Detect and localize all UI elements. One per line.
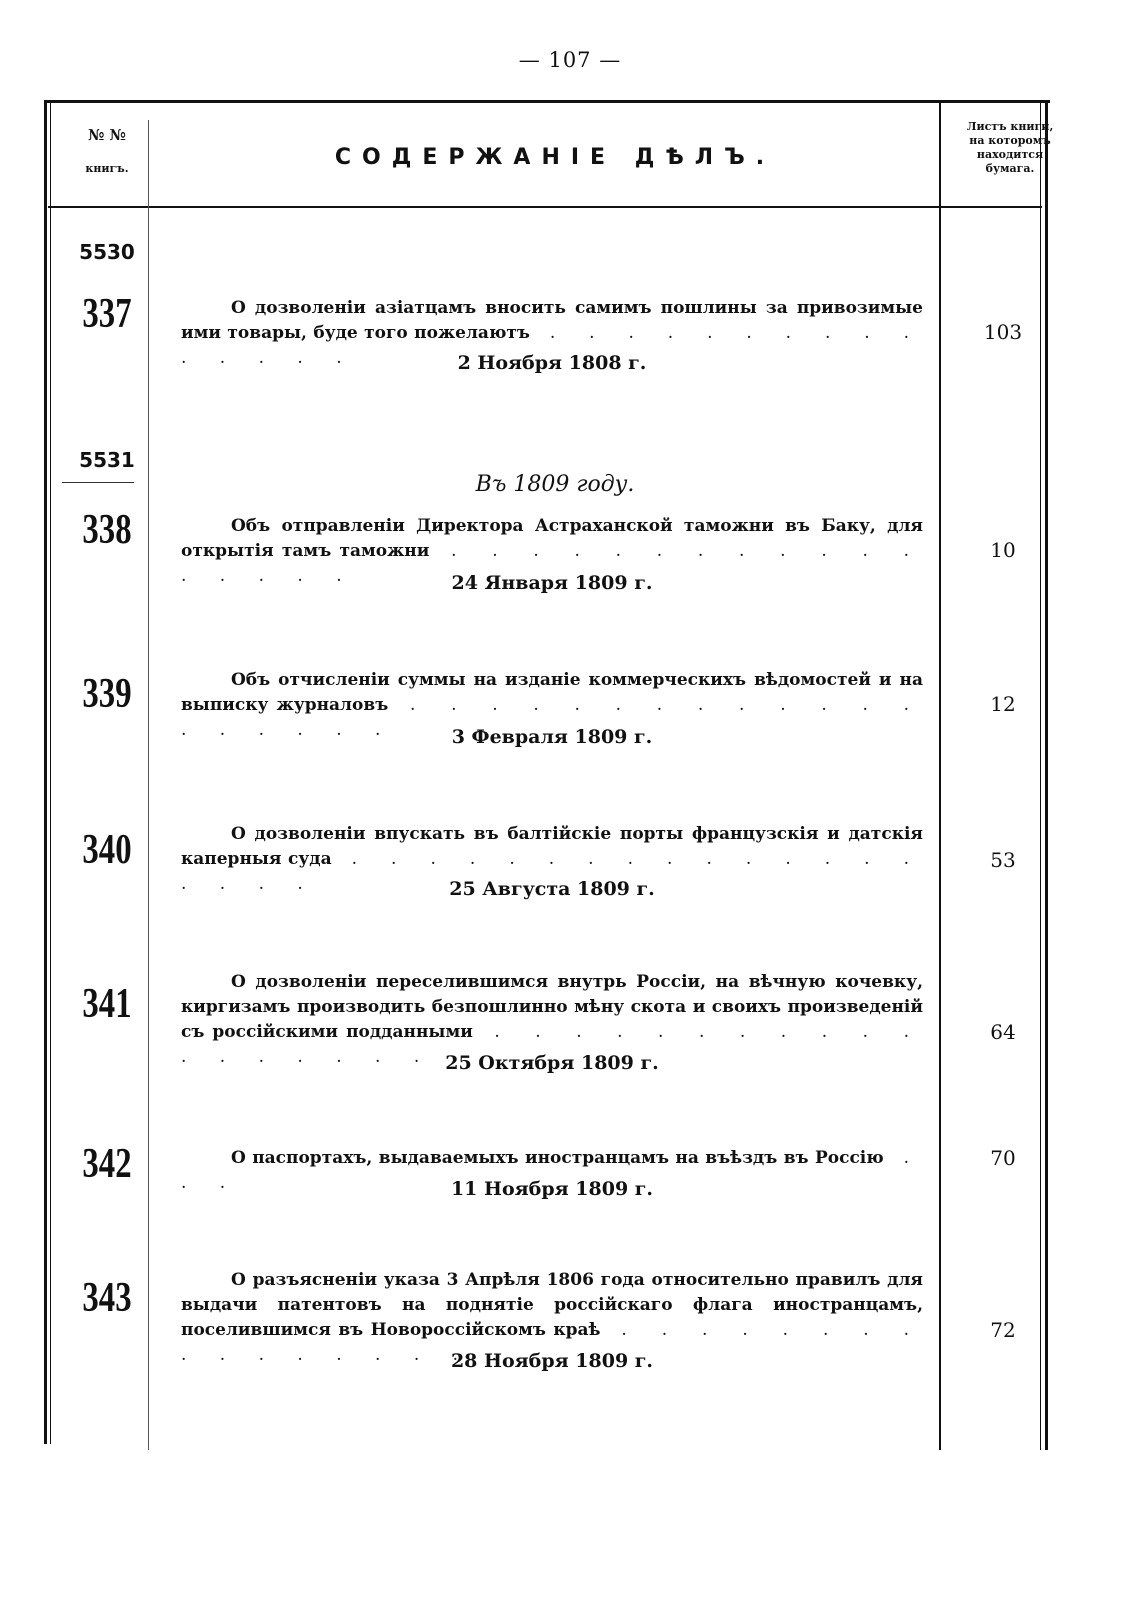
entry-date: 25 Августа 1809 г. [449, 878, 655, 900]
dot-leader: . . . . . . . . . . . . . . . . . [181, 541, 923, 586]
entry-sheet: 12 [990, 692, 1016, 716]
top-rule [44, 100, 1050, 103]
dot-leader: . . . . . . . . . . . . . . . . . . . [181, 695, 923, 740]
dot-leader: . . . . . . . . . . . . . . . . . [181, 1320, 923, 1365]
entry-date: 3 Февраля 1809 г. [451, 726, 653, 748]
entry-sheet: 70 [990, 1146, 1016, 1170]
dot-leader: . . . . . . . . . . . . . . . . . . [181, 1022, 923, 1067]
book-number: 340 [82, 827, 132, 873]
archive-number: 5530 [79, 240, 135, 264]
entry-date: 2 Ноября 1808 г. [457, 352, 647, 374]
entry-text-content: О дозволеніи азіатцамъ вносить самимъ пошлины за привозимые ими товары, буде того пожелаютъ [181, 298, 923, 343]
header-book-number-word: книгъ. [85, 162, 129, 175]
book-number: 342 [82, 1141, 132, 1187]
entry-date: 25 Октября 1809 г. [445, 1052, 659, 1074]
entry-text-content: О разъясненіи указа 3 Апрѣля 1806 года относительно правилъ для выдачи патентовъ на поднятіе россійскаго флага иностранцамъ, поселившимся въ Новороссійскомъ краѣ [181, 1270, 923, 1340]
entry-sheet: 64 [990, 1020, 1016, 1044]
number-column-divider [148, 120, 149, 1450]
header-bottom-rule [48, 206, 1042, 208]
entry-text-content: О паспортахъ, выдаваемыхъ иностранцамъ на въѣздъ въ Россію [231, 1148, 884, 1168]
page-number: — 107 — [518, 48, 622, 72]
archive-number-divider [62, 482, 134, 483]
dot-leader: . . . . . . . . . . . . . . . . . . . [181, 849, 923, 894]
header-sheet-line: находится [976, 148, 1044, 161]
entry-text-content: О дозволеніи переселившимся внутрь Россіи, на вѣчную кочевку, киргизамъ производить безпошлинно мѣну скота и своихъ произведеній съ россійскими подданными [181, 972, 923, 1042]
entry-sheet: 72 [990, 1318, 1016, 1342]
entry-sheet: 103 [983, 320, 1023, 344]
header-book-number-sign: № № [88, 126, 126, 144]
entry-text-content: О дозволеніи впускать въ балтійскіе порты французскія и датскія каперныя суда [181, 824, 923, 869]
sheet-column-divider [939, 100, 941, 1450]
book-number: 343 [82, 1275, 132, 1321]
entry-date: 11 Ноября 1809 г. [450, 1178, 654, 1200]
book-number: 341 [82, 981, 132, 1027]
entry-sheet: 10 [990, 538, 1016, 562]
entry-date: 24 Января 1809 г. [451, 572, 653, 594]
year-heading: Въ 1809 году. [475, 472, 635, 497]
header-sheet-line: Листъ книги, [966, 120, 1054, 133]
archive-number: 5531 [79, 448, 135, 472]
dot-leader: . . . . . . . . . . . . . . . [181, 323, 924, 368]
header-sheet [960, 120, 1060, 176]
entry-date: 28 Ноября 1809 г. [450, 1350, 654, 1372]
header-sheet-line: бумага. [985, 162, 1035, 175]
entry-sheet: 53 [990, 848, 1016, 872]
header-book-number [58, 126, 156, 175]
entry-text-content: Объ отчисленіи суммы на изданіе коммерческихъ вѣдомостей и на выписку журналовъ [181, 670, 923, 715]
entry-text-content: Объ отправленіи Директора Астраханской таможни въ Баку, для открытія тамъ таможни [181, 516, 923, 561]
book-number: 339 [82, 671, 132, 717]
book-number: 338 [82, 507, 132, 553]
header-title: СОДЕРЖАНІЕ ДѢЛЪ. [334, 145, 776, 170]
left-inner-border [50, 100, 51, 1444]
dot-leader: . . . [181, 1148, 923, 1193]
right-outer-border [1045, 100, 1048, 1450]
left-outer-border [44, 100, 47, 1444]
book-number: 337 [82, 291, 132, 337]
header-sheet-line: на которомъ [969, 134, 1051, 147]
right-inner-border [1040, 100, 1041, 1450]
